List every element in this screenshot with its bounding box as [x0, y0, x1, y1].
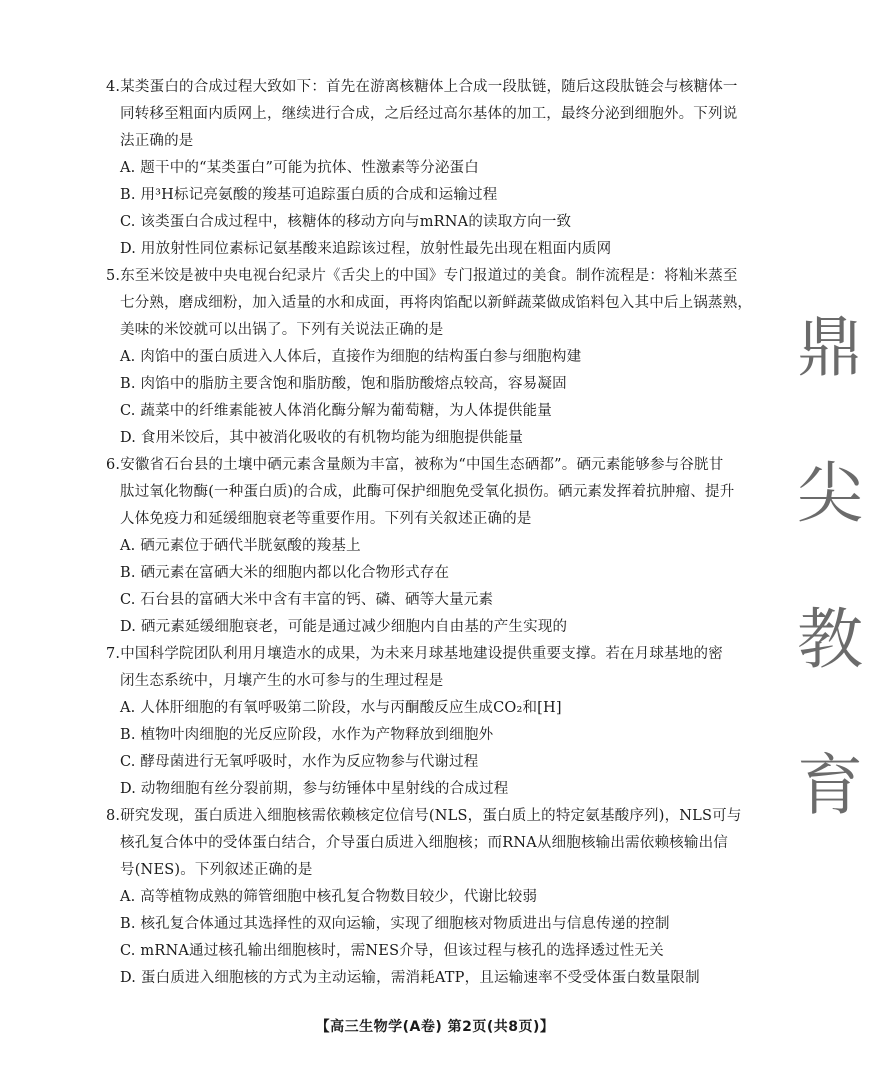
watermark-char: 鼎 — [797, 309, 863, 386]
question-list — [106, 74, 786, 992]
answer-option: D. 食用米饺后，其中被消化吸收的有机物均能为细胞提供能量 — [120, 430, 524, 446]
question-stem: 6.安徽省石台县的土壤中硒元素含量颇为丰富，被称为“中国生态硒都”。硒元素能够参与谷胱甘 — [106, 457, 724, 473]
answer-option: C. mRNA通过核孔输出细胞核时，需NES介导，但该过程与核孔的选择透过性无关 — [120, 943, 664, 959]
answer-option: C. 该类蛋白合成过程中，核糖体的移动方向与mRNA的读取方向一致 — [120, 214, 572, 230]
answer-option: B. 硒元素在富硒大米的细胞内都以化合物形式存在 — [120, 565, 450, 581]
question-stem-continued: 闭生态系统中，月壤产生的水可参与的生理过程是 — [120, 673, 444, 689]
question-block — [106, 803, 786, 992]
answer-option: D. 用放射性同位素标记氨基酸来追踪该过程，放射性最先出现在粗面内质网 — [120, 241, 612, 257]
answer-option: C. 石台县的富硒大米中含有丰富的钙、磷、硒等大量元素 — [120, 592, 494, 608]
question-stem: 8.研究发现，蛋白质进入细胞核需依赖核定位信号(NLS，蛋白质上的特定氨基酸序列)，NLS可与 — [106, 808, 742, 824]
answer-option: B. 肉馅中的脂肪主要含饱和脂肪酸，饱和脂肪酸熔点较高，容易凝固 — [120, 376, 567, 392]
question-stem: 4.某类蛋白的合成过程大致如下：首先在游离核糖体上合成一段肽链，随后这段肽链会与核糖体一 — [106, 79, 738, 95]
question-stem-continued: 核孔复合体中的受体蛋白结合，介导蛋白质进入细胞核；而RNA从细胞核输出需依赖核输出信 — [120, 835, 728, 851]
answer-option: A. 高等植物成熟的筛管细胞中核孔复合物数目较少，代谢比较弱 — [120, 889, 538, 905]
question-stem-continued: 肽过氧化物酶(一种蛋白质)的合成，此酶可保护细胞免受氧化损伤。硒元素发挥着抗肿瘤、提升 — [120, 484, 735, 500]
answer-option: D. 硒元素延缓细胞衰老，可能是通过减少细胞内自由基的产生实现的 — [120, 619, 568, 635]
watermark-char: 教 — [797, 601, 863, 678]
question-stem-continued: 七分熟，磨成细粉，加入适量的水和成面，再将肉馅配以新鲜蔬菜做成馅料包入其中后上锅蒸熟， — [120, 295, 753, 311]
question-stem-continued: 法正确的是 — [120, 133, 194, 149]
answer-option: C. 酵母菌进行无氧呼吸时，水作为反应物参与代谢过程 — [120, 754, 479, 770]
page-footer: 【高三生物学(A卷) 第2页(共8页)】 — [315, 1019, 555, 1035]
question-block — [106, 641, 786, 803]
question-stem-continued: 人体免疫力和延缓细胞衰老等重要作用。下列有关叙述正确的是 — [120, 511, 532, 527]
answer-option: A. 题干中的“某类蛋白”可能为抗体、性激素等分泌蛋白 — [120, 160, 479, 176]
answer-option: A. 肉馅中的蛋白质进入人体后，直接作为细胞的结构蛋白参与细胞构建 — [120, 349, 582, 365]
watermark-char: 尖 — [797, 455, 863, 532]
watermark — [792, 275, 868, 859]
question-stem-continued: 同转移至粗面内质网上，继续进行合成，之后经过高尔基体的加工，最终分泌到细胞外。下列说 — [120, 106, 738, 122]
question-stem: 7.中国科学院团队利用月壤造水的成果，为未来月球基地建设提供重要支撑。若在月球基地的密 — [106, 646, 723, 662]
answer-option: D. 蛋白质进入细胞核的方式为主动运输，需消耗ATP，且运输速率不受受体蛋白数量限制 — [120, 970, 700, 986]
answer-option: A. 人体肝细胞的有氧呼吸第二阶段，水与丙酮酸反应生成CO₂和[H] — [120, 700, 562, 716]
answer-option: A. 硒元素位于硒代半胱氨酸的羧基上 — [120, 538, 361, 554]
answer-option: B. 核孔复合体通过其选择性的双向运输，实现了细胞核对物质进出与信息传递的控制 — [120, 916, 670, 932]
answer-option: C. 蔬菜中的纤维素能被人体消化酶分解为葡萄糖，为人体提供能量 — [120, 403, 552, 419]
question-stem-continued: 号(NES)。下列叙述正确的是 — [120, 862, 313, 878]
question-stem-continued: 美味的米饺就可以出锅了。下列有关说法正确的是 — [120, 322, 444, 338]
question-stem: 5.东至米饺是被中央电视台纪录片《舌尖上的中国》专门报道过的美食。制作流程是：将籼米蒸至 — [106, 268, 738, 284]
answer-option: B. 植物叶肉细胞的光反应阶段，水作为产物释放到细胞外 — [120, 727, 494, 743]
question-block — [106, 263, 786, 452]
answer-option: B. 用³H标记亮氨酸的羧基可追踪蛋白质的合成和运输过程 — [120, 187, 498, 203]
question-block — [106, 74, 786, 263]
watermark-char: 育 — [797, 747, 863, 824]
question-block — [106, 452, 786, 641]
answer-option: D. 动物细胞有丝分裂前期，参与纺锤体中星射线的合成过程 — [120, 781, 509, 797]
